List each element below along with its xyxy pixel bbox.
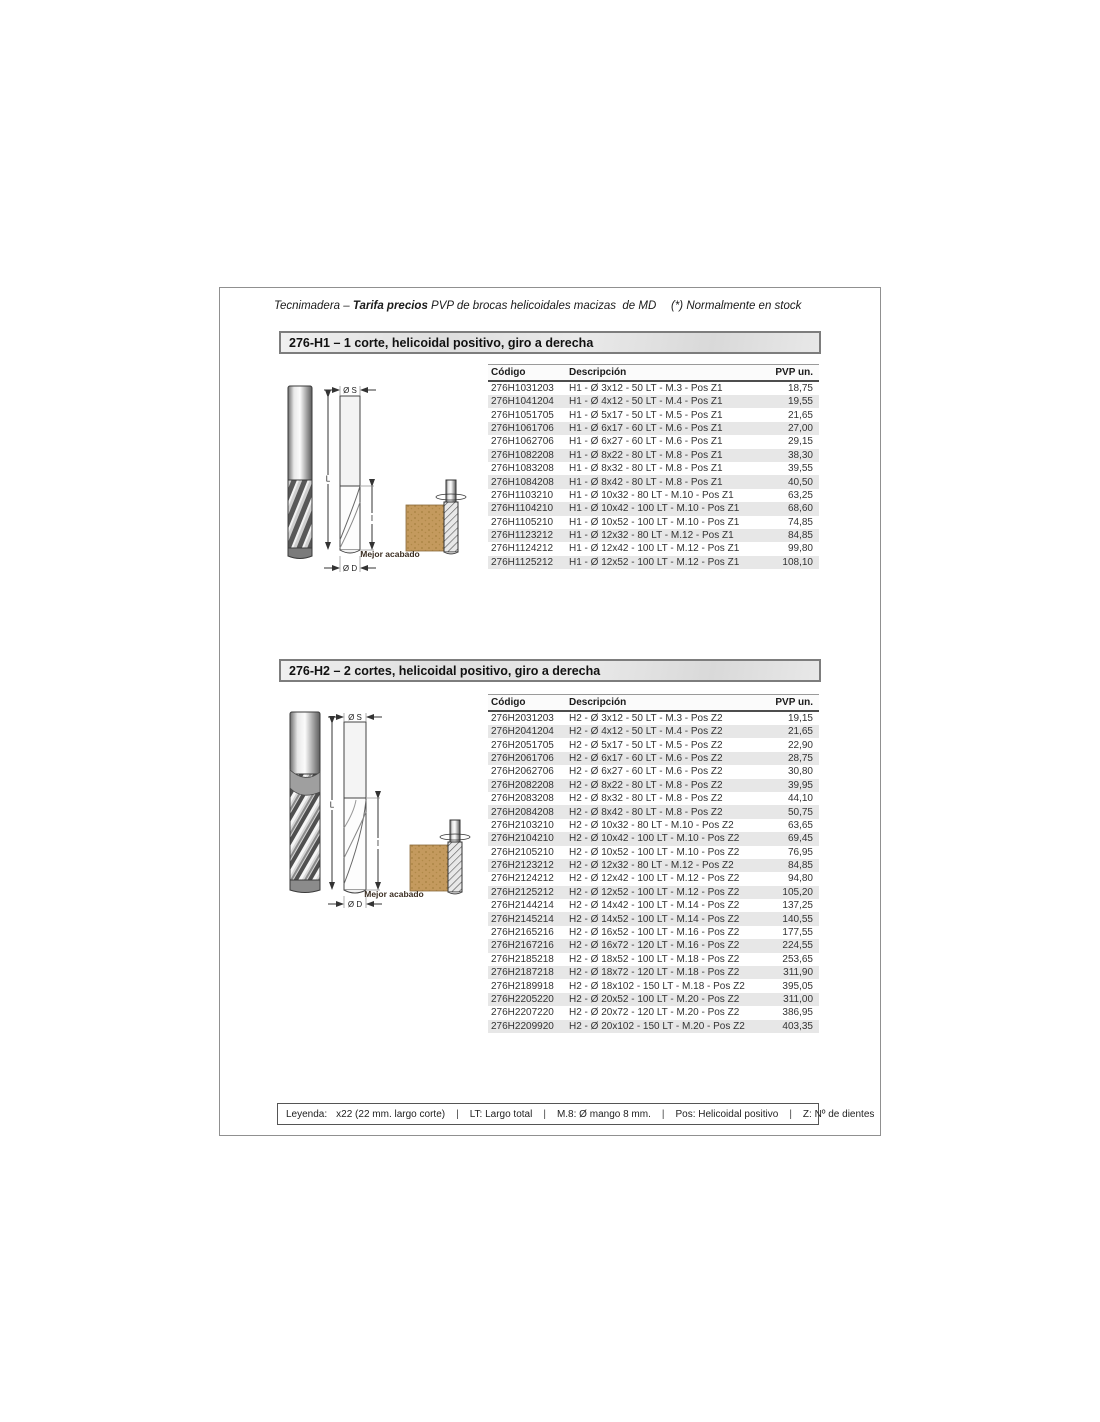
- description-cell: H1 - Ø 5x17 - 50 LT - M.5 - Pos Z1: [569, 409, 723, 421]
- table-row: [488, 779, 819, 792]
- code-cell: 276H2145214: [491, 913, 554, 925]
- table-row: [488, 381, 819, 395]
- table-row: [488, 819, 819, 832]
- dim-label-total-length: L: [325, 474, 331, 484]
- description-cell: H2 - Ø 18x72 - 120 LT - M.18 - Pos Z2: [569, 967, 740, 979]
- code-cell: 276H1041204: [491, 396, 554, 408]
- table-row: [488, 395, 819, 408]
- code-cell: 276H1103210: [491, 489, 554, 501]
- table-row: [488, 993, 819, 1006]
- stock-note: (*) Normalmente en stock: [671, 300, 802, 312]
- dim-label-cut-length: I: [370, 514, 374, 523]
- code-cell: 276H2207220: [491, 1007, 554, 1019]
- description-cell: H1 - Ø 6x27 - 60 LT - M.6 - Pos Z1: [569, 436, 723, 448]
- doc-title-pre: Tecnimadera –: [274, 300, 353, 312]
- price-cell: 105,20: [782, 886, 813, 898]
- table-row: [488, 529, 819, 542]
- description-cell: H2 - Ø 12x42 - 100 LT - M.12 - Pos Z2: [569, 873, 740, 885]
- drill-bit-photo: [290, 712, 320, 893]
- description-cell: H2 - Ø 10x32 - 80 LT - M.10 - Pos Z2: [569, 819, 734, 831]
- code-cell: 276H1031203: [491, 383, 554, 394]
- code-cell: 276H1125212: [491, 556, 554, 568]
- description-cell: H2 - Ø 18x52 - 100 LT - M.18 - Pos Z2: [569, 953, 740, 965]
- code-cell: 276H2061706: [491, 752, 554, 764]
- dim-label-total-length: L: [329, 800, 335, 810]
- drill-bit-photo: [288, 386, 312, 559]
- table-row: [488, 449, 819, 462]
- price-cell: 177,55: [782, 927, 813, 939]
- dim-label-shank-diameter: Ø S: [343, 386, 357, 395]
- price-cell: 38,30: [787, 449, 813, 461]
- description-cell: H2 - Ø 18x102 - 150 LT - M.18 - Pos Z2: [569, 980, 745, 992]
- description-cell: H2 - Ø 6x27 - 60 LT - M.6 - Pos Z2: [569, 766, 723, 778]
- column-header: PVP un.: [759, 365, 819, 382]
- description-cell: H2 - Ø 5x17 - 50 LT - M.5 - Pos Z2: [569, 739, 723, 751]
- table-row: [488, 966, 819, 979]
- price-table-h2: [488, 694, 819, 1033]
- table-row: [488, 502, 819, 515]
- table-row: [488, 462, 819, 475]
- description-cell: H2 - Ø 16x52 - 100 LT - M.16 - Pos Z2: [569, 927, 740, 939]
- column-header: PVP un.: [759, 695, 819, 712]
- code-cell: 276H1105210: [491, 516, 554, 528]
- table-row: [488, 899, 819, 912]
- code-cell: 276H2185218: [491, 953, 554, 965]
- code-cell: 276H2125212: [491, 886, 554, 898]
- price-cell: 74,85: [787, 516, 813, 528]
- description-cell: H2 - Ø 6x17 - 60 LT - M.6 - Pos Z2: [569, 752, 723, 764]
- price-cell: 386,95: [782, 1007, 813, 1019]
- price-cell: 50,75: [787, 806, 813, 818]
- price-cell: 28,75: [787, 752, 813, 764]
- table-header-row: [488, 365, 819, 382]
- price-cell: 63,65: [787, 819, 813, 831]
- code-cell: 276H2105210: [491, 846, 554, 858]
- price-cell: 140,55: [782, 913, 813, 925]
- legend-separator: |: [789, 1108, 792, 1120]
- code-cell: 276H1061706: [491, 422, 554, 434]
- price-cell: 21,65: [787, 409, 813, 421]
- table-row: [488, 765, 819, 778]
- price-cell: 137,25: [782, 900, 813, 912]
- table-row: [488, 556, 819, 569]
- price-cell: 22,90: [787, 739, 813, 751]
- description-cell: H1 - Ø 12x32 - 80 LT - M.12 - Pos Z1: [569, 530, 734, 542]
- table-row: [488, 926, 819, 939]
- table-row: [488, 912, 819, 925]
- description-cell: H1 - Ø 12x42 - 100 LT - M.12 - Pos Z1: [569, 543, 740, 555]
- drill-bit-technical-drawing: [328, 713, 382, 908]
- dim-label-cut-length: I: [376, 839, 380, 848]
- description-cell: H1 - Ø 3x12 - 50 LT - M.3 - Pos Z1: [569, 383, 723, 394]
- price-cell: 94,80: [787, 873, 813, 885]
- description-cell: H2 - Ø 4x12 - 50 LT - M.4 - Pos Z2: [569, 726, 723, 738]
- column-header: Descripción: [566, 695, 759, 712]
- price-cell: 311,90: [783, 967, 813, 979]
- table-row: [488, 979, 819, 992]
- code-cell: 276H1082208: [491, 449, 554, 461]
- doc-title: [274, 300, 656, 312]
- column-header: Descripción: [566, 365, 759, 382]
- description-cell: H1 - Ø 4x12 - 50 LT - M.4 - Pos Z1: [569, 396, 723, 408]
- description-cell: H1 - Ø 6x17 - 60 LT - M.6 - Pos Z1: [569, 422, 723, 434]
- better-finish-caption: Mejor acabado: [360, 549, 420, 559]
- description-cell: H1 - Ø 8x22 - 80 LT - M.8 - Pos Z1: [569, 449, 723, 461]
- code-cell: 276H2167216: [491, 940, 554, 952]
- dim-label-cut-diameter: Ø D: [342, 564, 358, 573]
- legend-separator: |: [543, 1108, 546, 1120]
- table-row: [488, 939, 819, 952]
- description-cell: H2 - Ø 14x42 - 100 LT - M.14 - Pos Z2: [569, 900, 740, 912]
- code-cell: 276H2187218: [491, 967, 554, 979]
- price-cell: 19,15: [787, 713, 813, 724]
- code-cell: 276H2041204: [491, 726, 554, 738]
- code-cell: 276H1123212: [491, 530, 554, 542]
- table-row: [488, 408, 819, 421]
- wood-cut-illustration: [406, 480, 466, 554]
- column-header: Código: [488, 695, 566, 712]
- table-row: [488, 516, 819, 529]
- code-cell: 276H1104210: [491, 503, 554, 515]
- table-row: [488, 542, 819, 555]
- table-row: [488, 435, 819, 448]
- table-row: [488, 1006, 819, 1019]
- code-cell: 276H2084208: [491, 806, 554, 818]
- table-row: [488, 711, 819, 725]
- drill-bit-technical-drawing: [324, 386, 376, 572]
- price-cell: 21,65: [787, 726, 813, 738]
- table-row: [488, 792, 819, 805]
- description-cell: H2 - Ø 10x52 - 100 LT - M.10 - Pos Z2: [569, 846, 740, 858]
- table-row: [488, 1020, 819, 1033]
- code-cell: 276H2083208: [491, 793, 554, 805]
- table-row: [488, 475, 819, 488]
- price-cell: 76,95: [787, 846, 813, 858]
- description-cell: H1 - Ø 10x32 - 80 LT - M.10 - Pos Z1: [569, 489, 734, 501]
- legend-separator: |: [661, 1108, 665, 1120]
- description-cell: H2 - Ø 8x32 - 80 LT - M.8 - Pos Z2: [569, 793, 723, 805]
- legend-separator: |: [456, 1108, 459, 1120]
- price-cell: 39,95: [787, 779, 813, 791]
- code-cell: 276H2031203: [491, 713, 554, 724]
- description-cell: H2 - Ø 12x52 - 100 LT - M.12 - Pos Z2: [569, 886, 740, 898]
- code-cell: 276H2051705: [491, 739, 554, 751]
- description-cell: H1 - Ø 10x42 - 100 LT - M.10 - Pos Z1: [569, 503, 740, 515]
- code-cell: 276H2103210: [491, 819, 554, 831]
- description-cell: H2 - Ø 16x72 - 120 LT - M.16 - Pos Z2: [569, 940, 740, 952]
- legend-item: LT: Largo total: [469, 1108, 533, 1120]
- dim-label-cut-diameter: Ø D: [347, 900, 363, 909]
- code-cell: 276H2189918: [491, 980, 554, 992]
- drill-diagram-h2-drawing: [282, 708, 482, 918]
- legend-item: x22 (22 mm. largo corte): [336, 1108, 446, 1120]
- table-row: [488, 752, 819, 765]
- code-cell: 276H2062706: [491, 766, 554, 778]
- legend-label: Leyenda:: [286, 1108, 328, 1120]
- code-cell: 276H1083208: [491, 463, 554, 475]
- price-cell: 39,55: [787, 463, 813, 475]
- dim-label-shank-diameter: Ø S: [348, 713, 362, 722]
- better-finish-caption: Mejor acabado: [364, 889, 424, 899]
- price-cell: 27,00: [787, 422, 813, 434]
- drill-diagram-h2: [282, 708, 482, 918]
- price-cell: 108,10: [782, 556, 813, 568]
- table-row: [488, 725, 819, 738]
- code-cell: 276H1124212: [491, 543, 554, 555]
- price-cell: 68,60: [787, 503, 813, 515]
- description-cell: H1 - Ø 8x32 - 80 LT - M.8 - Pos Z1: [569, 463, 723, 475]
- legend-item: Z: Nº de dientes: [802, 1108, 875, 1120]
- price-cell: 84,85: [787, 860, 813, 872]
- table-row: [488, 846, 819, 859]
- document-page: [219, 287, 881, 1136]
- wood-cut-illustration: [410, 820, 470, 894]
- legend-item: M.8: Ø mango 8 mm.: [556, 1108, 651, 1120]
- table-row: [488, 886, 819, 899]
- column-header: Código: [488, 365, 566, 382]
- legend-bar: [277, 1103, 875, 1125]
- code-cell: 276H2144214: [491, 900, 554, 912]
- drill-diagram-h1: [278, 380, 478, 590]
- code-cell: 276H1062706: [491, 436, 554, 448]
- doc-title-post: PVP de brocas helicoidales macizas de MD: [427, 300, 657, 312]
- price-cell: 40,50: [787, 476, 813, 488]
- code-cell: 276H1051705: [491, 409, 554, 421]
- drill-diagram-h1-drawing: [278, 380, 478, 590]
- description-cell: H2 - Ø 14x52 - 100 LT - M.14 - Pos Z2: [569, 913, 740, 925]
- description-cell: H2 - Ø 10x42 - 100 LT - M.10 - Pos Z2: [569, 833, 740, 845]
- price-cell: 253,65: [782, 953, 813, 965]
- price-cell: 29,15: [787, 436, 813, 448]
- description-cell: H2 - Ø 3x12 - 50 LT - M.3 - Pos Z2: [569, 713, 723, 724]
- price-cell: 99,80: [787, 543, 813, 555]
- table-row: [488, 832, 819, 845]
- description-cell: H1 - Ø 12x52 - 100 LT - M.12 - Pos Z1: [569, 556, 740, 568]
- table-row: [488, 805, 819, 818]
- code-cell: 276H2123212: [491, 860, 554, 872]
- description-cell: H2 - Ø 12x32 - 80 LT - M.12 - Pos Z2: [569, 860, 734, 872]
- code-cell: 276H2104210: [491, 833, 554, 845]
- price-cell: 84,85: [787, 530, 813, 542]
- legend-item: Pos: Helicoidal positivo: [675, 1108, 779, 1120]
- code-cell: 276H1084208: [491, 476, 554, 488]
- description-cell: H2 - Ø 8x22 - 80 LT - M.8 - Pos Z2: [569, 779, 723, 791]
- description-cell: H1 - Ø 10x52 - 100 LT - M.10 - Pos Z1: [569, 516, 740, 528]
- code-cell: 276H2082208: [491, 779, 554, 791]
- price-cell: 44,10: [787, 793, 813, 805]
- description-cell: H2 - Ø 8x42 - 80 LT - M.8 - Pos Z2: [569, 806, 723, 818]
- table-header-row: [488, 695, 819, 712]
- description-cell: H1 - Ø 8x42 - 80 LT - M.8 - Pos Z1: [569, 476, 723, 488]
- code-cell: 276H2124212: [491, 873, 554, 885]
- table-row: [488, 422, 819, 435]
- price-cell: 403,35: [782, 1020, 813, 1032]
- table-row: [488, 859, 819, 872]
- table-row: [488, 953, 819, 966]
- code-cell: 276H2165216: [491, 927, 554, 939]
- description-cell: H2 - Ø 20x52 - 100 LT - M.20 - Pos Z2: [569, 994, 740, 1005]
- price-cell: 30,80: [787, 766, 813, 778]
- price-cell: 63,25: [787, 489, 813, 501]
- price-cell: 69,45: [787, 833, 813, 845]
- code-cell: 276H2205220: [491, 994, 554, 1005]
- table-row: [488, 872, 819, 885]
- table-row: [488, 489, 819, 502]
- section-h1-header: 276-H1 – 1 corte, helicoidal positivo, giro a derecha: [279, 331, 821, 354]
- price-cell: 224,55: [782, 940, 813, 952]
- price-table-h1: [488, 364, 819, 569]
- price-cell: 18,75: [787, 383, 813, 394]
- description-cell: H2 - Ø 20x72 - 120 LT - M.20 - Pos Z2: [569, 1007, 740, 1019]
- price-cell: 19,55: [787, 396, 813, 408]
- price-cell: 395,05: [782, 980, 813, 992]
- doc-title-bold: Tarifa precios: [352, 300, 428, 312]
- section-h2-header: 276-H2 – 2 cortes, helicoidal positivo, giro a derecha: [279, 659, 821, 682]
- table-row: [488, 738, 819, 751]
- description-cell: H2 - Ø 20x102 - 150 LT - M.20 - Pos Z2: [569, 1020, 745, 1032]
- price-cell: 311,00: [783, 994, 813, 1005]
- code-cell: 276H2209920: [491, 1020, 554, 1032]
